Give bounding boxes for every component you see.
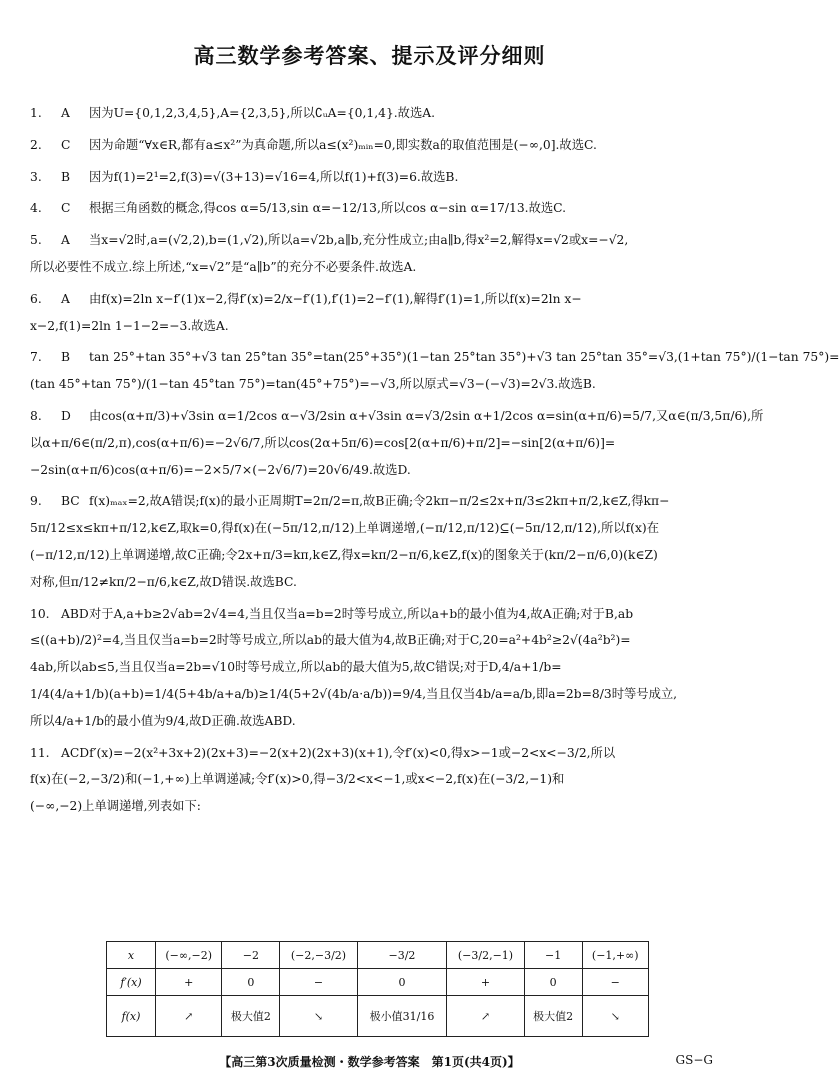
answer-line [30,542,713,569]
question-number: 11. [30,745,50,760]
answer-text: (tan 45°+tan 75°)/(1−tan 45°tan 75°)=tan(45°+75°)=−√3,所以原式=√3−(−√3)=2√3.故选B. [30,377,596,392]
answer-text: 因为命题“∀x∈R,都有a≤x²”为真命题,所以a≤(x²)ₘᵢₙ=0,即实数a的取值范围是(−∞,0].故选C. [89,137,597,152]
answer-line [30,371,713,398]
answer-text: 以α+π/6∈(π/2,π),cos(α+π/6)=−2√6/7,所以cos(2α+5π/6)=cos[2(α+π/6)+π/2]=−sin[2(α+π/6)]= [30,435,616,450]
table-row-header: x [107,942,156,969]
answer-text: 对于A,a+b≥2√ab=2√4=4,当且仅当a=b=2时等号成立,所以a+b的最小值为4,故A正确;对于B,ab [89,606,634,621]
answer-line [30,227,713,254]
answer-text: x−2,f(1)=2ln 1−1−2=−3.故选A. [30,318,229,333]
answer-line [30,793,713,820]
answer-line [30,766,713,793]
answer-line [30,164,713,191]
table-cell: ↗ [447,996,524,1037]
question-number: 7. [30,350,42,365]
answer-line [30,457,713,484]
answer-text: tan 25°+tan 35°+√3 tan 25°tan 35°=tan(25°+35°)(1−tan 25°tan 35°)+√3 tan 25°tan 35°=√3,(1+tan 75°)/(1−tan 75°)= [89,350,840,365]
answer-item [30,403,764,483]
table-cell: 0 [357,969,447,996]
answer-text: 由cos(α+π/3)+√3sin α=1/2cos α−√3/2sin α+√3sin α=√3/2sin α+1/2cos α=sin(α+π/6)=5/7,又α∈(π/3,5π/6),所 [89,408,764,423]
answer-choice: A [61,291,70,306]
answer-line [30,254,713,281]
question-number: 6. [30,291,42,306]
answer-item [30,227,713,281]
question-number: 9. [30,494,42,509]
answer-item [30,164,713,191]
answer-text: 所以4/a+1/b的最小值为9/4,故D正确.故选ABD. [30,713,296,728]
answer-item [30,601,713,735]
answer-item [30,100,713,127]
table-cell: (−3/2,−1) [447,942,524,969]
answer-choice: ABD [61,606,89,621]
table-cell: 0 [524,969,582,996]
answer-item [30,286,713,340]
answer-choice: A [61,233,70,248]
answer-line [30,681,713,708]
answer-line [30,344,840,371]
answer-line [30,100,713,127]
answer-text: (−∞,−2)上单调递增,列表如下: [30,799,201,814]
answer-text: f(x)ₘₐₓ=2,故A错误;f(x)的最小正周期T=2π/2=π,故B正确;令2kπ−π/2≤2x+π/3≤2kπ+π/2,k∈Z,得kπ− [89,494,670,509]
answer-text: 由f(x)=2ln x−f′(1)x−2,得f′(x)=2/x−f′(1),f′(1)=2−f′(1),解得f′(1)=1,所以f(x)=2ln x− [89,291,582,306]
answer-text: 5π/12≤x≤kπ+π/12,k∈Z,取k=0,得f(x)在(−5π/12,π/12)上单调递增,(−π/12,π/12)⊆(−5π/12,π/12),所以f(x)在 [30,521,659,536]
page-title: 高三数学参考答案、提示及评分细则 [193,43,546,68]
answer-choice: A [61,106,70,120]
answer-text: 4ab,所以ab≤5,当且仅当a=2b=√10时等号成立,所以ab的最大值为5,故C错误;对于D,4/a+1/b= [30,660,562,675]
table-cell: −2 [222,942,280,969]
table-cell: ↘ [280,996,357,1037]
answer-item [30,344,840,398]
table-cell: −3/2 [357,942,447,969]
table-cell: 极小值31/16 [357,996,447,1037]
answer-choice: B [61,169,71,184]
table-cell: 0 [222,969,280,996]
table-cell: 极大值2 [222,996,280,1037]
answer-text: 对称,但π/12≠kπ/2−π/6,k∈Z,故D错误.故选BC. [30,574,297,589]
answer-text: (−π/12,π/12)上单调递增,故C正确;令2x+π/3=kπ,k∈Z,得x=kπ/2−π/6,k∈Z,f(x)的图象关于(kπ/2−π/6,0)(k∈Z) [30,547,658,562]
table-cell: −1 [524,942,582,969]
answer-line [30,286,713,313]
table-row [107,996,649,1037]
page-footer: 【高三第3次质量检测・数学参考答案 第1页(共4页)】 [219,1055,520,1069]
answer-line [30,403,764,430]
table-cell: − [582,969,648,996]
answer-line [30,740,713,767]
table-cell: 极大值2 [524,996,582,1037]
question-number: 4. [30,201,42,216]
answer-choice: BC [61,494,80,509]
paper-code: GS−G [675,1053,713,1067]
table-row-header: f(x) [107,996,156,1037]
answer-text: 根据三角函数的概念,得cos α=5/13,sin α=−12/13,所以cos α−sin α=17/13.故选C. [89,201,567,216]
answer-item [30,488,713,595]
answer-list [30,100,840,825]
table-row [107,942,649,969]
answer-text: f(x)在(−2,−3/2)和(−1,+∞)上单调递减;令f′(x)>0,得−3/2<x<−1,或x<−2,f(x)在(−3/2,−1)和 [30,772,565,787]
answer-line [30,488,713,515]
answer-line [30,430,713,457]
table-cell: (−1,+∞) [582,942,648,969]
answer-line [30,569,713,596]
answer-text: 1/4(4/a+1/b)(a+b)=1/4(5+4b/a+a/b)≥1/4(5+2√(4b/a·a/b))=9/4,当且仅当4b/a=a/b,即a=2b=8/3时等号成立, [30,686,678,701]
answer-line [30,654,713,681]
question-number: 3. [30,169,42,184]
answer-choice: D [61,408,71,423]
answer-text: 所以必要性不成立.综上所述,“x=√2”是“a∥b”的充分不必要条件.故选A. [30,259,417,274]
answer-line [30,601,713,628]
answer-text: 因为U={0,1,2,3,4,5},A={2,3,5},所以∁ᵤA={0,1,4}.故选A. [89,106,436,120]
answer-line [30,515,713,542]
answer-choice: B [61,350,71,365]
answer-text: 因为f(1)=2¹=2,f(3)=√(3+13)=√16=4,所以f(1)+f(3)=6.故选B. [89,169,459,184]
question-number: 5. [30,233,42,248]
question-number: 10. [30,606,50,621]
table-row-header: f′(x) [107,969,156,996]
answer-text: 当x=√2时,a=(√2,2),b=(1,√2),所以a=√2b,a∥b,充分性成立;由a∥b,得x²=2,解得x=√2或x=−√2, [89,233,629,248]
answer-choice: ACD [61,745,90,760]
answer-text: −2sin(α+π/6)cos(α+π/6)=−2×5/7×(−2√6/7)=20√6/49.故选D. [30,462,411,477]
answer-item [30,195,713,222]
answer-item [30,132,713,159]
table-row [107,969,649,996]
answer-line [30,313,713,340]
monotonicity-table [106,941,649,1037]
answer-choice: C [61,137,71,152]
question-number: 8. [30,408,42,423]
answer-line [30,627,713,654]
question-number: 1. [30,106,42,120]
table-cell: ↗ [156,996,222,1037]
question-number: 2. [30,137,42,152]
table-cell: (−2,−3/2) [280,942,357,969]
table-cell: − [280,969,357,996]
table-cell: + [447,969,524,996]
answer-text: ≤((a+b)/2)²=4,当且仅当a=b=2时等号成立,所以ab的最大值为4,故B正确;对于C,20=a²+4b²≥2√(4a²b²)= [30,633,631,648]
answer-text: f′(x)=−2(x²+3x+2)(2x+3)=−2(x+2)(2x+3)(x+1),令f′(x)<0,得x>−1或−2<x<−3/2,所以 [89,745,616,760]
answer-line [30,195,713,222]
answer-choice: C [61,201,71,216]
answer-line [30,708,713,735]
answer-line [30,132,713,159]
answer-item [30,740,713,820]
table-cell: + [156,969,222,996]
table-cell: ↘ [582,996,648,1037]
table-cell: (−∞,−2) [156,942,222,969]
